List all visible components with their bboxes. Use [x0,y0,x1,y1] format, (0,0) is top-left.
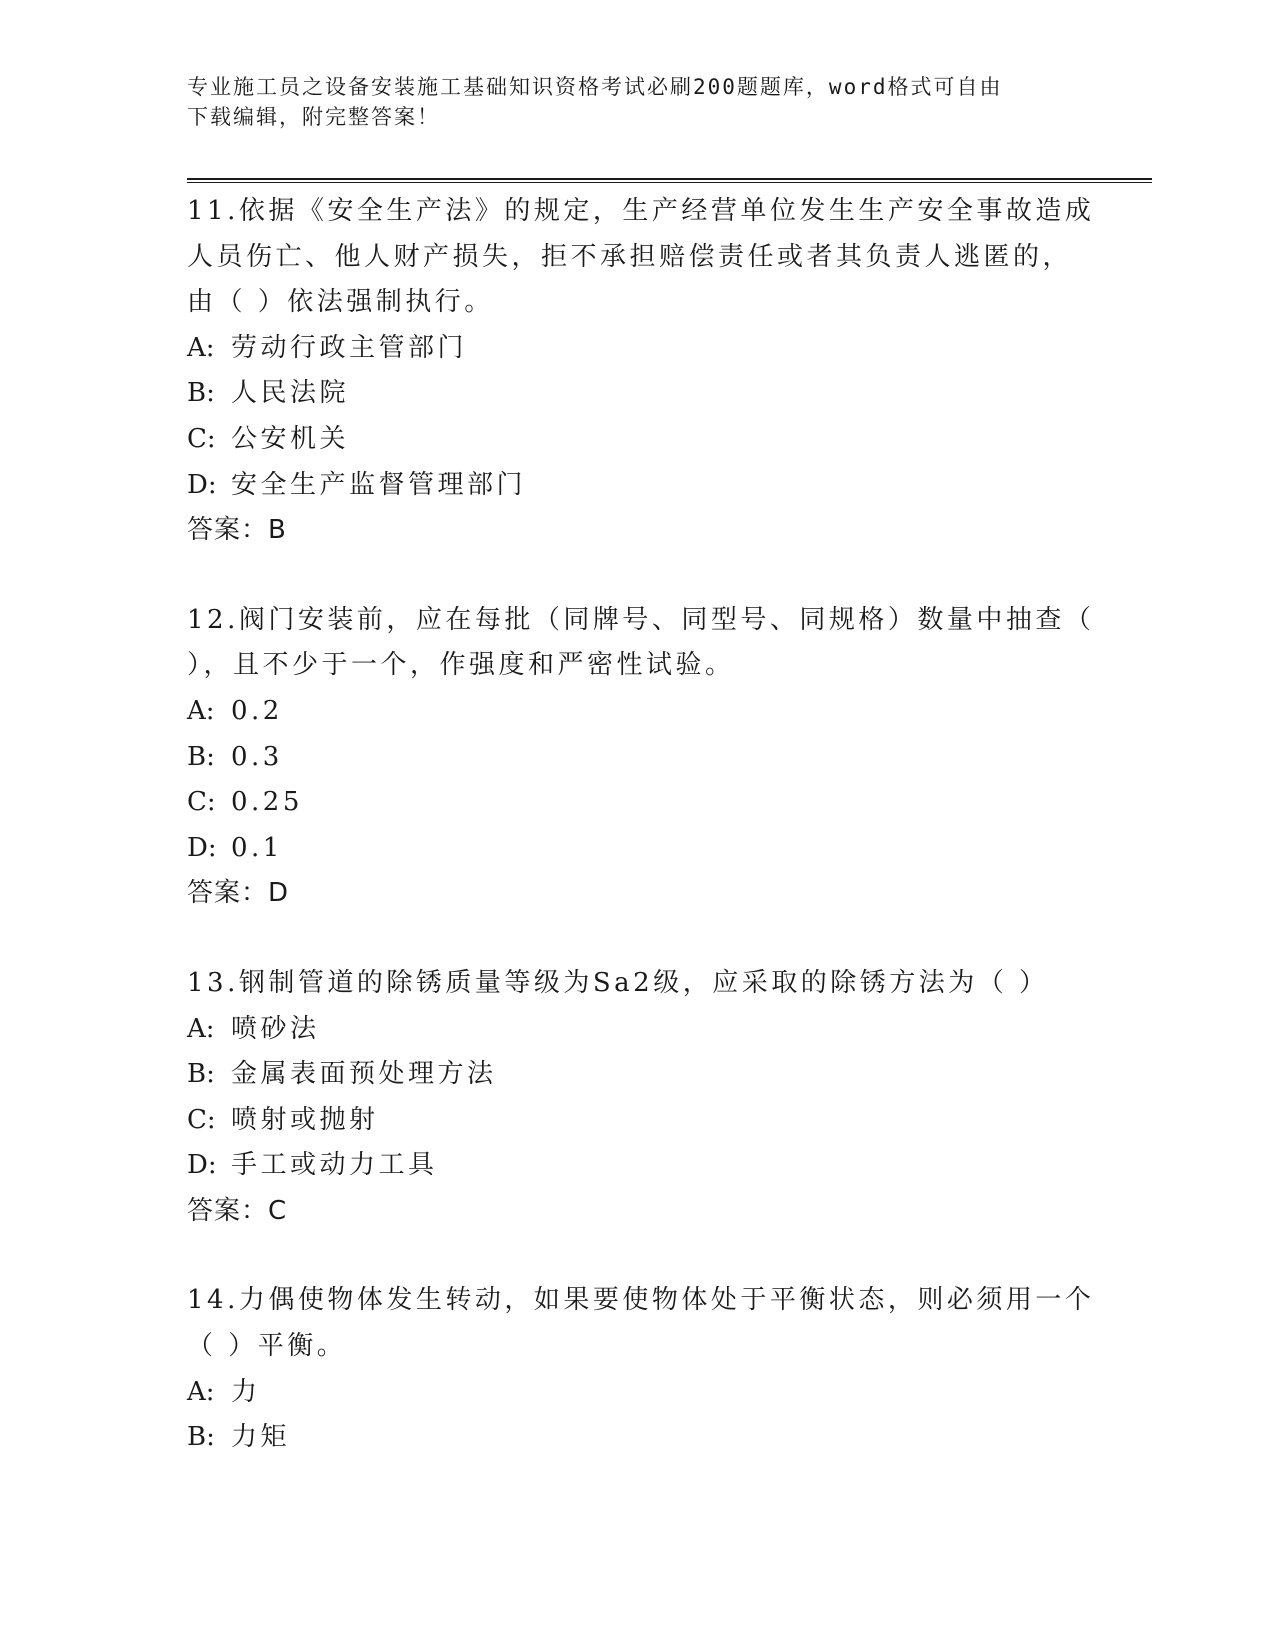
question-13 [187,961,1087,1235]
header-divider-thick [187,178,1152,180]
option-text: 安全生产监督管理部门 [231,469,527,500]
option-d [187,1143,1087,1189]
question-stem-line: 由（ ）依法强制执行。 [187,287,494,318]
option-b [187,1052,1087,1098]
option-letter: C: [187,1104,216,1135]
question-stem-line: 人员伤亡、他人财产损失，拒不承担赔偿责任或者其负责人逃匿的， [187,241,1073,272]
option-c [187,417,1087,463]
option-text: 0.2 [231,695,283,726]
option-text: 公安机关 [231,423,350,454]
option-a [187,689,1087,735]
option-letter: A: [187,1013,215,1044]
option-text: 0.1 [231,832,283,863]
option-text: 力矩 [231,1422,291,1453]
question-list [187,189,1095,1461]
option-a [187,1007,1087,1053]
question-stem-line: 12.阀门安装前，应在每批（同牌号、同型号、同规格）数量中抽查（ [187,604,1095,635]
option-letter: D: [187,1150,217,1181]
option-b [187,1415,1087,1461]
option-letter: C: [187,787,216,818]
option-text: 人民法院 [231,378,350,409]
option-text: 劳动行政主管部门 [231,332,468,363]
option-a [187,1370,1087,1416]
document-header [187,72,1067,132]
option-letter: C: [187,423,216,454]
header-line-1: 专业施工员之设备安装施工基础知识资格考试必刷200题题库，word格式可自由 [187,75,1003,99]
answer-line: 答案：D [187,878,290,909]
option-text: 喷射或抛射 [231,1104,379,1135]
question-14 [187,1278,1095,1460]
option-a [187,326,1087,372]
option-text: 手工或动力工具 [231,1150,438,1181]
option-letter: A: [187,332,215,363]
question-11 [187,189,1095,554]
option-letter: B: [187,1059,215,1090]
option-letter: D: [187,469,217,500]
answer-line: 答案：C [187,1195,288,1226]
header-line-2: 下载编辑，附完整答案！ [187,105,440,129]
question-stem-line: （ ）平衡。 [187,1331,347,1362]
option-letter: A: [187,1376,215,1407]
option-text: 0.3 [231,741,283,772]
option-d [187,463,1087,509]
question-stem-line: ），且不少于一个，作强度和严密性试验。 [187,650,735,681]
option-d [187,826,1087,872]
header-divider-thin [187,182,1152,183]
answer-line: 答案：B [187,515,287,546]
option-letter: B: [187,741,215,772]
option-text: 金属表面预处理方法 [231,1059,497,1090]
option-text: 喷砂法 [231,1013,320,1044]
question-stem-line: 14.力偶使物体发生转动，如果要使物体处于平衡状态，则必须用一个 [187,1285,1095,1316]
option-b [187,371,1087,417]
option-letter: D: [187,832,217,863]
option-c [187,780,1087,826]
option-letter: A: [187,695,215,726]
option-text: 0.25 [231,787,303,818]
option-c [187,1098,1087,1144]
option-b [187,735,1087,781]
option-text: 力 [231,1376,261,1407]
option-letter: B: [187,378,215,409]
question-12 [187,598,1095,917]
option-letter: B: [187,1422,215,1453]
question-stem-line: 11.依据《安全生产法》的规定，生产经营单位发生生产安全事故造成 [187,196,1095,226]
question-stem-line: 13.钢制管道的除锈质量等级为Sa2级，应采取的除锈方法为（ ） [187,967,1049,998]
